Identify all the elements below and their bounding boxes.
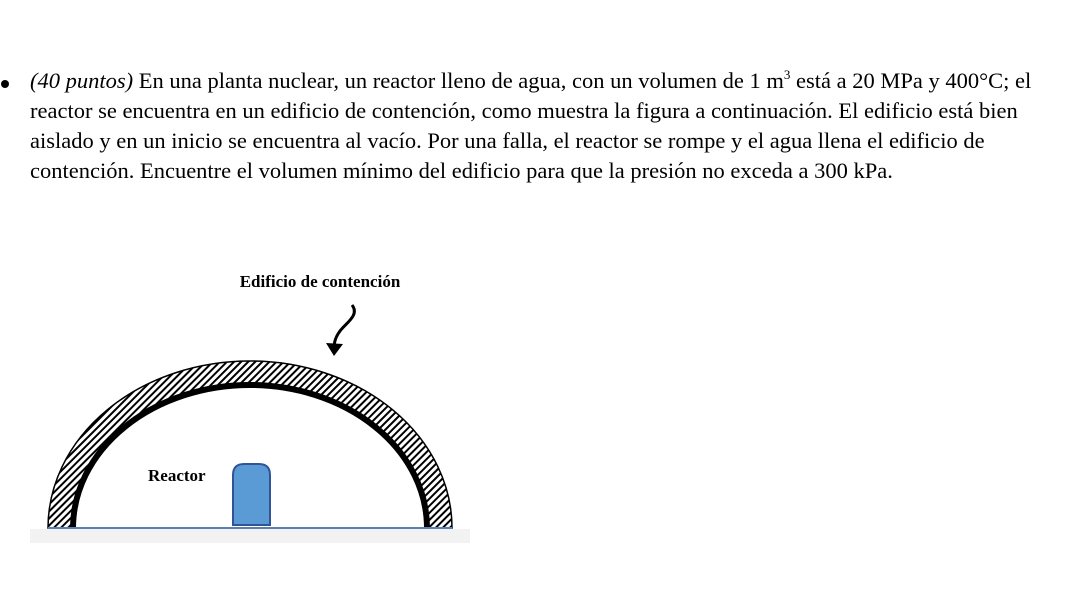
containment-figure bbox=[0, 255, 490, 555]
volume-exponent: 3 bbox=[783, 67, 791, 82]
list-bullet bbox=[1, 80, 9, 88]
problem-text-part2: está a 20 MPa y 400°C; el reactor se encuentra en un edificio de contención, como muestra la figura a continuación. El edificio está bien aislado y en un inicio se encuentra al vacío. Por una falla, el reactor se rompe y el agua llena el edificio de contención. Encuentre el volumen mínimo del edificio para que la presión no exceda a 300 kPa. bbox=[30, 68, 1032, 183]
problem-points: (40 puntos) bbox=[30, 68, 134, 93]
reactor-vessel bbox=[233, 464, 270, 525]
reactor-label: Reactor bbox=[148, 466, 206, 485]
arrow-head-icon bbox=[326, 343, 343, 356]
problem-statement bbox=[30, 66, 1040, 186]
ground-base bbox=[30, 529, 470, 543]
building-label: Edificio de contención bbox=[239, 272, 401, 291]
problem-text-part1: En una planta nuclear, un reactor lleno de agua, con un volumen de 1 m bbox=[133, 68, 784, 93]
